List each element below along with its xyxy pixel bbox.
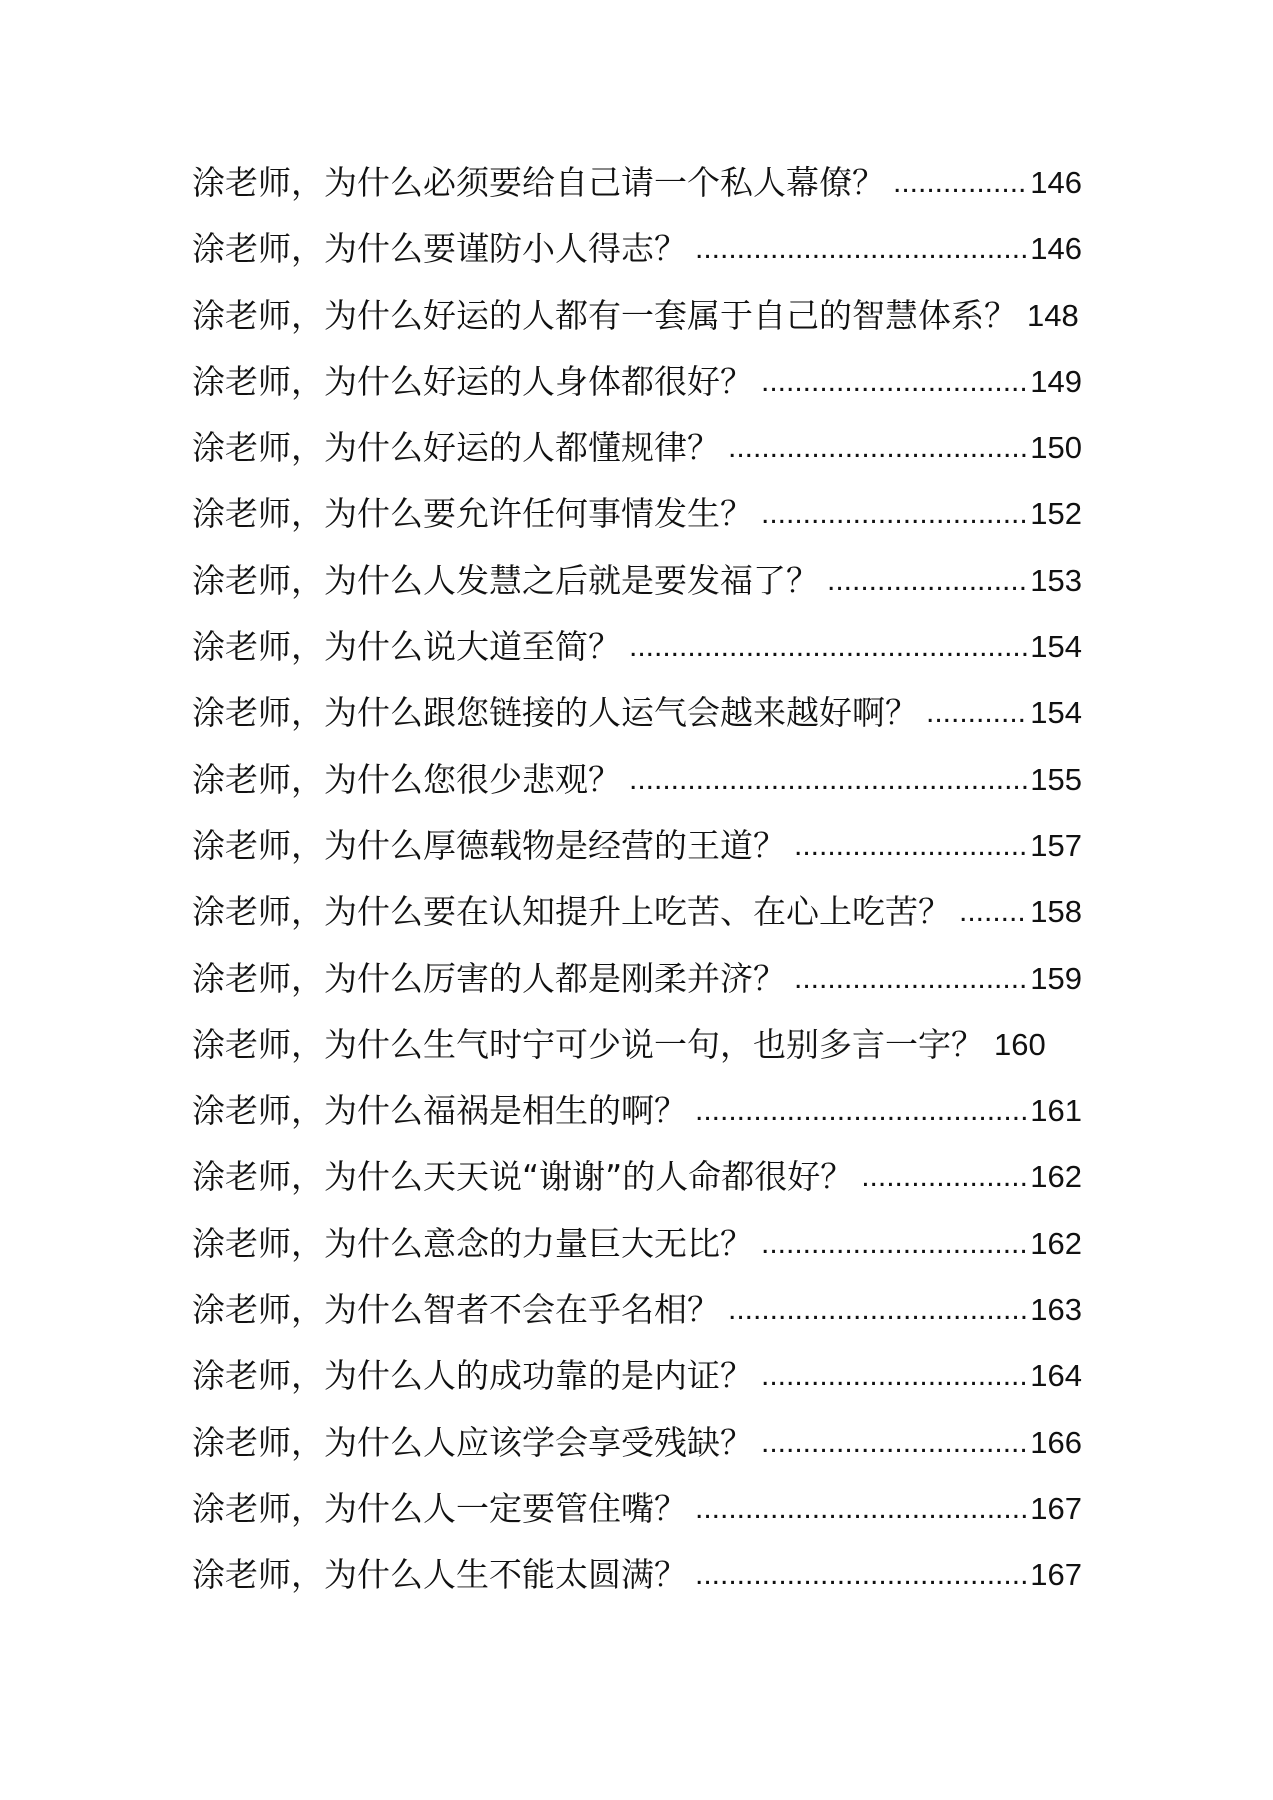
toc-entry[interactable] [192, 627, 1082, 693]
toc-entry-title: 涂老师，为什么意念的力量巨大无比？ [192, 1223, 753, 1263]
toc-entry-page-number: 162 [1030, 1159, 1082, 1195]
toc-entry-page-number: 154 [1030, 629, 1082, 665]
toc-entry[interactable] [192, 1555, 1082, 1621]
toc-entry[interactable] [192, 561, 1082, 627]
toc-entry-title: 涂老师，为什么生气时宁可少说一句，也别多言一字？ [192, 1024, 984, 1064]
toc-entry-page-number: 162 [1030, 1225, 1082, 1261]
toc-entry-title: 涂老师，为什么要在认知提升上吃苦、在心上吃苦？ [192, 892, 951, 932]
toc-entry[interactable] [192, 1290, 1082, 1356]
toc-entry-title: 涂老师，为什么要谨防小人得志？ [192, 229, 687, 269]
toc-entry[interactable] [192, 959, 1082, 1025]
toc-dot-leader [786, 826, 1028, 866]
toc-entry-title: 涂老师，为什么跟您链接的人运气会越来越好啊？ [192, 693, 918, 733]
toc-entry-title: 涂老师，为什么人的成功靠的是内证？ [192, 1356, 753, 1396]
toc-dot-leader [687, 1091, 1028, 1131]
toc-entry-title: 涂老师，为什么好运的人身体都很好？ [192, 361, 753, 401]
toc-dot-leader [753, 494, 1028, 534]
table-of-contents [192, 163, 1082, 1622]
toc-entry-page-number: 167 [1030, 1490, 1082, 1526]
toc-dot-leader [753, 1224, 1028, 1264]
toc-dot-leader [621, 760, 1028, 800]
toc-entry[interactable] [192, 1423, 1082, 1489]
toc-dot-leader [687, 229, 1028, 269]
toc-entry[interactable] [192, 1224, 1082, 1290]
toc-dot-leader [753, 362, 1028, 402]
toc-entry-title: 涂老师，为什么人发慧之后就是要发福了？ [192, 560, 819, 600]
toc-entry-title: 涂老师，为什么厉害的人都是刚柔并济？ [192, 958, 786, 998]
toc-entry-page-number: 163 [1030, 1292, 1082, 1328]
toc-entry[interactable] [192, 494, 1082, 560]
toc-entry-title: 涂老师，为什么人生不能太圆满？ [192, 1555, 687, 1595]
toc-dot-leader [885, 163, 1028, 203]
toc-entry-page-number: 154 [1030, 695, 1082, 731]
toc-entry[interactable] [192, 1025, 1082, 1091]
toc-entry-page-number: 149 [1030, 363, 1082, 399]
toc-entry[interactable] [192, 229, 1082, 295]
toc-entry-page-number: 164 [1030, 1358, 1082, 1394]
toc-dot-leader [753, 1423, 1028, 1463]
toc-entry-page-number: 166 [1030, 1424, 1082, 1460]
toc-entry[interactable] [192, 428, 1082, 494]
toc-entry[interactable] [192, 826, 1082, 892]
toc-entry-page-number: 148 [1027, 297, 1079, 333]
toc-entry-page-number: 152 [1030, 496, 1082, 532]
toc-entry[interactable] [192, 1091, 1082, 1157]
toc-entry-title: 涂老师，为什么厚德载物是经营的王道？ [192, 825, 786, 865]
toc-entry-page-number: 161 [1030, 1093, 1082, 1129]
toc-entry[interactable] [192, 1489, 1082, 1555]
toc-entry-page-number: 160 [994, 1026, 1046, 1062]
toc-entry-page-number: 155 [1030, 761, 1082, 797]
toc-entry-title: 涂老师，为什么您很少悲观？ [192, 759, 621, 799]
toc-entry[interactable] [192, 760, 1082, 826]
toc-entry-page-number: 158 [1030, 894, 1082, 930]
toc-entry-title: 涂老师，为什么福祸是相生的啊？ [192, 1091, 687, 1131]
toc-entry-title: 涂老师，为什么说大道至简？ [192, 627, 621, 667]
toc-dot-leader [687, 1489, 1028, 1529]
toc-dot-leader [819, 561, 1028, 601]
toc-entry-page-number: 157 [1030, 827, 1082, 863]
toc-entry-title: 涂老师，为什么好运的人都懂规律？ [192, 428, 720, 468]
toc-entry-title: 涂老师，为什么必须要给自己请一个私人幕僚？ [192, 163, 885, 202]
toc-entry-title: 涂老师，为什么人应该学会享受残缺？ [192, 1422, 753, 1462]
toc-entry-title: 涂老师，为什么人一定要管住嘴？ [192, 1488, 687, 1528]
toc-dot-leader [786, 959, 1028, 999]
toc-dot-leader [951, 892, 1028, 932]
toc-entry[interactable] [192, 1157, 1082, 1223]
toc-dot-leader [720, 428, 1028, 468]
toc-dot-leader [853, 1157, 1028, 1197]
toc-entry-page-number: 167 [1030, 1557, 1082, 1593]
toc-entry[interactable] [192, 693, 1082, 759]
toc-dot-leader [918, 693, 1028, 733]
toc-dot-leader [621, 627, 1028, 667]
toc-dot-leader [753, 1356, 1028, 1396]
toc-entry-page-number: 159 [1030, 960, 1082, 996]
toc-entry[interactable] [192, 163, 1082, 229]
toc-dot-leader [720, 1290, 1028, 1330]
toc-entry[interactable] [192, 1356, 1082, 1422]
toc-entry-page-number: 150 [1030, 430, 1082, 466]
toc-entry[interactable] [192, 362, 1082, 428]
toc-entry-title: 涂老师，为什么好运的人都有一套属于自己的智慧体系？ [192, 295, 1017, 335]
toc-entry-title: 涂老师，为什么要允许任何事情发生？ [192, 494, 753, 534]
toc-entry-title: 涂老师，为什么智者不会在乎名相？ [192, 1290, 720, 1330]
toc-entry-page-number: 146 [1030, 165, 1082, 200]
toc-dot-leader [687, 1555, 1028, 1595]
toc-entry-page-number: 153 [1030, 562, 1082, 598]
toc-entry[interactable] [192, 296, 1082, 362]
toc-entry-page-number: 146 [1030, 231, 1082, 267]
toc-entry-title: 涂老师，为什么天天说“谢谢”的人命都很好？ [192, 1157, 854, 1197]
toc-entry[interactable] [192, 892, 1082, 958]
